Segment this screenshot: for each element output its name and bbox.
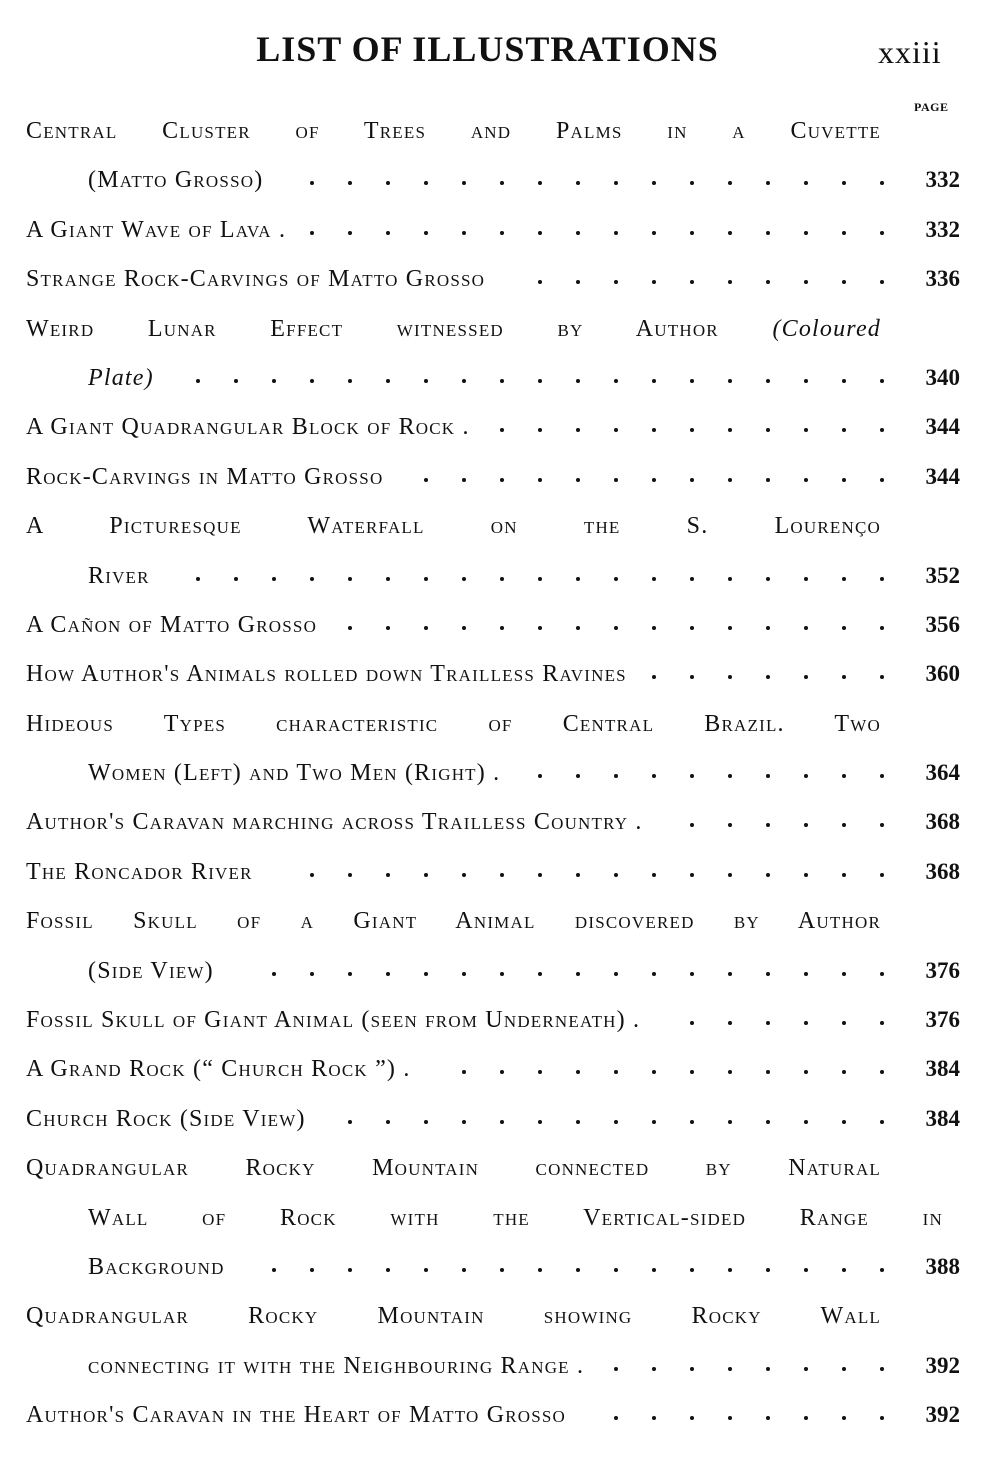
leader-dot bbox=[272, 1268, 276, 1272]
leader-dot bbox=[576, 478, 580, 482]
entry-title bbox=[26, 316, 881, 343]
list-item bbox=[0, 454, 1000, 503]
leader-dot bbox=[728, 873, 732, 877]
leader-dot bbox=[880, 1021, 884, 1025]
leader-dot bbox=[424, 873, 428, 877]
entry-title: A Cañon of Matto Grosso bbox=[26, 611, 318, 638]
leader-dot bbox=[728, 1367, 732, 1371]
list-item bbox=[0, 404, 1000, 453]
leader-dot bbox=[766, 1367, 770, 1371]
leader-dot bbox=[652, 231, 656, 235]
entry-page: 340 bbox=[925, 364, 960, 390]
list-item bbox=[0, 207, 1000, 256]
leader-dot bbox=[348, 379, 352, 383]
entry-page: 344 bbox=[925, 463, 960, 489]
list-item bbox=[0, 799, 1000, 848]
leader-dot bbox=[462, 626, 466, 630]
list-item bbox=[0, 1293, 1000, 1342]
leader-dot bbox=[462, 972, 466, 976]
entry-page: 368 bbox=[925, 858, 960, 884]
leader-dot bbox=[728, 626, 732, 630]
leader-dot bbox=[386, 577, 390, 581]
list-item-continuation bbox=[0, 1343, 1000, 1392]
leader-dot bbox=[614, 379, 618, 383]
entry-title: Rock-Carvings in Matto Grosso bbox=[26, 463, 384, 490]
entry-page: 376 bbox=[925, 1007, 960, 1033]
leader-dot bbox=[614, 1367, 618, 1371]
leader-dot bbox=[348, 873, 352, 877]
entry-page: 376 bbox=[925, 957, 960, 983]
list-item bbox=[0, 306, 1000, 355]
leader-dot bbox=[614, 577, 618, 581]
leader-dot bbox=[348, 231, 352, 235]
leader-dot bbox=[766, 1120, 770, 1124]
entry-page: 356 bbox=[925, 611, 960, 637]
leader-dot bbox=[766, 1021, 770, 1025]
leader-dot bbox=[386, 1268, 390, 1272]
leader-dot bbox=[652, 1367, 656, 1371]
leader-dot bbox=[728, 577, 732, 581]
leader-dot bbox=[500, 1268, 504, 1272]
leader-dot bbox=[310, 231, 314, 235]
leader-dot bbox=[538, 478, 542, 482]
entry-title-main: Weird Lunar Effect witnessed by Author bbox=[26, 315, 719, 342]
leader-dot bbox=[576, 873, 580, 877]
leader-dot bbox=[880, 1268, 884, 1272]
leader-dot bbox=[766, 577, 770, 581]
leader-dot bbox=[310, 972, 314, 976]
leader-dot bbox=[614, 231, 618, 235]
leader-dot bbox=[804, 379, 808, 383]
entry-title-continued: Plate) bbox=[88, 364, 154, 391]
leader-dot bbox=[690, 972, 694, 976]
leader-dot bbox=[272, 577, 276, 581]
leader-dot bbox=[690, 1120, 694, 1124]
leader-dot bbox=[538, 873, 542, 877]
leader-dot bbox=[500, 626, 504, 630]
entry-title: Central Cluster of Trees and Palms in a Cuvette bbox=[26, 118, 881, 144]
leader-dot bbox=[310, 873, 314, 877]
leader-dot bbox=[804, 231, 808, 235]
leader-dot bbox=[842, 1021, 846, 1025]
leader-dot bbox=[462, 577, 466, 581]
list-item bbox=[0, 1096, 1000, 1145]
leader-dot bbox=[576, 972, 580, 976]
leader-dot bbox=[804, 1367, 808, 1371]
list-item bbox=[0, 256, 1000, 305]
leader-dot bbox=[804, 478, 808, 482]
leader-dot bbox=[880, 1367, 884, 1371]
entry-title-continued: Women (Left) and Two Men (Right) . bbox=[88, 760, 501, 787]
leader-dot bbox=[842, 231, 846, 235]
list-item-continuation bbox=[0, 1195, 1000, 1244]
entry-title: Fossil Skull of a Giant Animal discovered by Author bbox=[26, 908, 881, 935]
list-item-continuation bbox=[0, 157, 1000, 206]
leader-dot bbox=[690, 873, 694, 877]
leader-dot bbox=[196, 379, 200, 383]
leader-dot bbox=[310, 1268, 314, 1272]
entry-page: 384 bbox=[925, 1056, 960, 1082]
leader-dot bbox=[842, 1367, 846, 1371]
leader-dot bbox=[234, 577, 238, 581]
leader-dot bbox=[424, 379, 428, 383]
leader-dot bbox=[880, 972, 884, 976]
leader-dot bbox=[538, 1268, 542, 1272]
leader-dot bbox=[462, 873, 466, 877]
leader-dot bbox=[690, 577, 694, 581]
leader-dot bbox=[500, 1120, 504, 1124]
entry-title: A Grand Rock (“ Church Rock ”) . bbox=[26, 1056, 411, 1083]
leader-dot bbox=[310, 577, 314, 581]
list-item-continuation bbox=[0, 948, 1000, 997]
leader-dot bbox=[880, 774, 884, 778]
leader-dot bbox=[424, 1268, 428, 1272]
entry-title-continued: Background bbox=[88, 1253, 225, 1280]
entry-page: 352 bbox=[925, 562, 960, 588]
page-column-label: PAGE bbox=[914, 100, 949, 114]
leader-dot bbox=[424, 972, 428, 976]
leader-dot bbox=[576, 626, 580, 630]
entry-title: Author's Caravan in the Heart of Matto Grosso bbox=[26, 1402, 567, 1429]
leader-dot bbox=[500, 478, 504, 482]
leader-dot bbox=[500, 379, 504, 383]
leader-dot bbox=[462, 379, 466, 383]
leader-dot bbox=[728, 1120, 732, 1124]
leader-dot bbox=[538, 379, 542, 383]
leader-dot bbox=[576, 379, 580, 383]
leader-dot bbox=[348, 1120, 352, 1124]
leader-dot bbox=[614, 626, 618, 630]
entry-title-italic: (Coloured bbox=[772, 315, 881, 342]
entry-title-continued: connecting it with the Neighbouring Range . bbox=[88, 1352, 585, 1379]
leader-dot bbox=[690, 626, 694, 630]
leader-dot bbox=[842, 577, 846, 581]
leader-dot bbox=[500, 231, 504, 235]
leader-dot bbox=[348, 577, 352, 581]
leader-dot bbox=[538, 577, 542, 581]
entry-title-continued: (Matto Grosso) bbox=[88, 167, 264, 194]
entry-title: Hideous Types characteristic of Central Brazil. Two bbox=[26, 710, 881, 737]
list-item bbox=[0, 602, 1000, 651]
list-item bbox=[0, 849, 1000, 898]
leader-dot bbox=[880, 181, 884, 185]
entry-title: Fossil Skull of Giant Animal (seen from Underneath) . bbox=[26, 1007, 641, 1034]
entry-page: 384 bbox=[925, 1105, 960, 1131]
leader-dot bbox=[880, 577, 884, 581]
leader-dot bbox=[424, 577, 428, 581]
entry-page: 392 bbox=[925, 1402, 960, 1428]
entry-page: 336 bbox=[925, 266, 960, 292]
entry-title: Author's Caravan marching across Trailless Country . bbox=[26, 809, 643, 836]
leader-dot bbox=[728, 379, 732, 383]
leader-dot bbox=[272, 972, 276, 976]
list-item bbox=[0, 997, 1000, 1046]
leader-dot bbox=[386, 972, 390, 976]
leader-dot bbox=[652, 1120, 656, 1124]
entry-title: How Author's Animals rolled down Trailless Ravines bbox=[26, 661, 627, 688]
leader-dot bbox=[348, 972, 352, 976]
leader-dot bbox=[766, 873, 770, 877]
leader-dot bbox=[310, 379, 314, 383]
leader-dot bbox=[614, 1268, 618, 1272]
leader-dot bbox=[804, 972, 808, 976]
leader-dot bbox=[690, 1367, 694, 1371]
leader-dot bbox=[842, 1268, 846, 1272]
leader-dot bbox=[804, 577, 808, 581]
list-item-continuation bbox=[0, 750, 1000, 799]
page-title: LIST OF ILLUSTRATIONS bbox=[256, 29, 719, 69]
entry-page: 360 bbox=[925, 661, 960, 687]
leader-dot bbox=[804, 1268, 808, 1272]
leader-dot bbox=[690, 1021, 694, 1025]
leader-dot bbox=[728, 231, 732, 235]
leader-dot bbox=[386, 379, 390, 383]
leader-dot bbox=[576, 1268, 580, 1272]
entry-title-continued: (Side View) bbox=[88, 957, 214, 984]
list-item bbox=[0, 108, 1000, 157]
leader-dot bbox=[614, 972, 618, 976]
list-item bbox=[0, 1392, 1000, 1441]
entry-page: 368 bbox=[925, 809, 960, 835]
entry-page: 364 bbox=[925, 760, 960, 786]
list-item bbox=[0, 701, 1000, 750]
leader-dot bbox=[842, 478, 846, 482]
leader-dot bbox=[234, 379, 238, 383]
entry-page: 332 bbox=[925, 216, 960, 242]
list-item-continuation bbox=[0, 1244, 1000, 1293]
leader-dot bbox=[348, 1268, 352, 1272]
leader-dot bbox=[728, 1268, 732, 1272]
entry-title-continued: River bbox=[88, 562, 150, 589]
leader-dot bbox=[766, 478, 770, 482]
leader-dot bbox=[804, 1021, 808, 1025]
leader-dot bbox=[842, 379, 846, 383]
leader-dot bbox=[576, 1120, 580, 1124]
leader-dot bbox=[690, 231, 694, 235]
entry-page: 332 bbox=[925, 167, 960, 193]
leader-dot bbox=[652, 873, 656, 877]
leader-dot bbox=[766, 626, 770, 630]
list-item bbox=[0, 898, 1000, 947]
leader-dot bbox=[880, 626, 884, 630]
entry-title: A Giant Quadrangular Block of Rock . bbox=[26, 414, 470, 441]
leader-dot bbox=[576, 577, 580, 581]
leader-dot bbox=[652, 379, 656, 383]
leader-dot bbox=[766, 231, 770, 235]
leader-dot bbox=[728, 1021, 732, 1025]
leader-dot bbox=[842, 873, 846, 877]
list-item bbox=[0, 1145, 1000, 1194]
leader-dot bbox=[804, 873, 808, 877]
page-number: xxiii bbox=[878, 34, 942, 70]
leader-dot bbox=[538, 231, 542, 235]
leader-dot bbox=[386, 1120, 390, 1124]
leader-dot bbox=[652, 972, 656, 976]
leader-dot bbox=[690, 1268, 694, 1272]
list-item bbox=[0, 651, 1000, 700]
leader-dot bbox=[614, 1120, 618, 1124]
leader-dot bbox=[652, 577, 656, 581]
leader-dot bbox=[462, 478, 466, 482]
leader-dot bbox=[766, 379, 770, 383]
entry-title: A Giant Wave of Lava . bbox=[26, 216, 287, 243]
leader-dot bbox=[196, 577, 200, 581]
leader-dot bbox=[462, 1120, 466, 1124]
list-item-continuation bbox=[0, 553, 1000, 602]
leader-dot bbox=[880, 231, 884, 235]
list-item bbox=[0, 503, 1000, 552]
leader-dot bbox=[804, 626, 808, 630]
leader-dot bbox=[842, 972, 846, 976]
leader-dot bbox=[462, 1268, 466, 1272]
leader-dot bbox=[500, 577, 504, 581]
leader-dot bbox=[652, 1268, 656, 1272]
leader-dot bbox=[614, 873, 618, 877]
entry-title: Quadrangular Rocky Mountain connected by Natural bbox=[26, 1155, 881, 1182]
entry-title: A Picturesque Waterfall on the S. Lourenço bbox=[26, 513, 881, 540]
leader-dot bbox=[804, 1120, 808, 1124]
leader-dot bbox=[766, 972, 770, 976]
entry-page: 344 bbox=[925, 414, 960, 440]
leader-dot bbox=[728, 972, 732, 976]
leader-dot bbox=[348, 626, 352, 630]
list-item-continuation bbox=[0, 355, 1000, 404]
leader-dot bbox=[272, 379, 276, 383]
leader-dot bbox=[880, 873, 884, 877]
leader-dot bbox=[538, 972, 542, 976]
leader-dot bbox=[424, 1120, 428, 1124]
leader-dot bbox=[386, 231, 390, 235]
leader-dot bbox=[424, 231, 428, 235]
entry-title: Quadrangular Rocky Mountain showing Rocky Wall bbox=[26, 1303, 881, 1330]
leader-dot bbox=[880, 1120, 884, 1124]
leader-dot bbox=[652, 478, 656, 482]
leader-dot bbox=[500, 873, 504, 877]
leader-dot bbox=[538, 626, 542, 630]
entry-page: 388 bbox=[925, 1253, 960, 1279]
leader-dot bbox=[690, 478, 694, 482]
leader-dot bbox=[576, 231, 580, 235]
leader-dot bbox=[424, 478, 428, 482]
leader-dot bbox=[500, 972, 504, 976]
leader-dot bbox=[538, 1120, 542, 1124]
leader-dot bbox=[880, 379, 884, 383]
entry-page: 392 bbox=[925, 1352, 960, 1378]
leader-dot bbox=[690, 379, 694, 383]
entry-title-continued: Wall of Rock with the Vertical-sided Range in bbox=[88, 1204, 943, 1231]
list-item bbox=[0, 1046, 1000, 1095]
leader-dot bbox=[728, 478, 732, 482]
leader-dot bbox=[386, 626, 390, 630]
entry-title: The Roncador River bbox=[26, 858, 253, 885]
leader-dot bbox=[386, 873, 390, 877]
leader-dot bbox=[652, 626, 656, 630]
leader-dot bbox=[842, 626, 846, 630]
leader-dot bbox=[614, 478, 618, 482]
illustration-list bbox=[0, 108, 1000, 1442]
entry-title: Church Rock (Side View) bbox=[26, 1105, 306, 1132]
entry-title: Strange Rock-Carvings of Matto Grosso bbox=[26, 266, 486, 293]
leader-dot bbox=[766, 1268, 770, 1272]
leader-dot bbox=[424, 626, 428, 630]
leader-dot bbox=[842, 1120, 846, 1124]
leader-dot bbox=[462, 231, 466, 235]
leader-dot bbox=[880, 478, 884, 482]
